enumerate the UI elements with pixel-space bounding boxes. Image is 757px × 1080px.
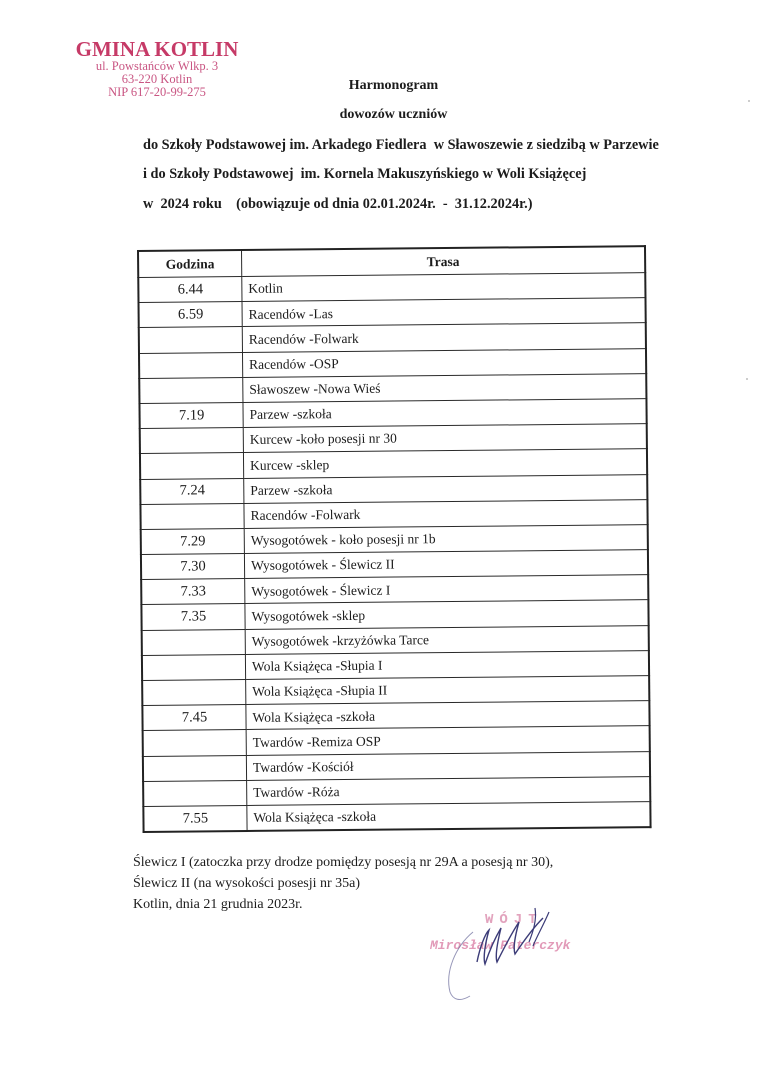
column-header-time: Godzina (138, 250, 242, 277)
note-slewicz-1: Ślewicz I (zatoczka przy drodze pomiędzy posesją nr 29A a posesją nr 30), (133, 855, 554, 870)
place-and-date: Kotlin, dnia 21 grudnia 2023r. (133, 897, 303, 912)
schools-line-1: do Szkoły Podstawowej im. Arkadego Fiedlera w Sławoszewie z siedzibą w Parzewie (143, 137, 659, 153)
document-subtitle: dowozów uczniów (339, 107, 448, 122)
time-cell (140, 428, 244, 454)
time-cell: 7.19 (139, 402, 243, 428)
validity-line: w 2024 roku (obowiązuje od dnia 02.01.2024r. - 31.12.2024r.) (143, 196, 533, 212)
route-cell: Parzew -szkoła (243, 399, 647, 428)
document-title: Harmonogram (348, 78, 439, 93)
time-cell: 7.35 (141, 604, 245, 630)
route-cell: Racendów -Folwark (244, 499, 648, 528)
route-cell: Twardów -Róża (247, 776, 651, 805)
signature-name-stamp: Mirosław Paterczyk (430, 938, 571, 953)
signature-block (415, 892, 605, 1012)
handwritten-signature-icon (415, 892, 605, 1012)
scan-speck (748, 100, 750, 102)
route-cell: Wysogotówek -krzyżówka Tarce (245, 625, 649, 654)
route-cell: Twardów -Remiza OSP (246, 726, 650, 755)
route-cell: Wola Książęca -Słupia I (245, 650, 649, 679)
route-cell: Kotlin (242, 273, 646, 302)
route-cell: Wola Książęca -Słupia II (246, 676, 650, 705)
route-cell: Wysogotówek - Ślewicz I (245, 575, 649, 604)
time-cell: 7.33 (141, 579, 245, 605)
schedule-table (137, 245, 652, 833)
time-cell (139, 327, 243, 353)
schools-line-2: i do Szkoły Podstawowej im. Kornela Makuszyńskiego w Woli Książęcej (143, 166, 587, 182)
scan-speck (746, 378, 748, 380)
time-cell (142, 679, 246, 705)
time-cell: 7.45 (142, 705, 246, 731)
route-cell: Wysogotówek - koło posesji nr 1b (244, 524, 648, 553)
route-cell: Kurcew -koło posesji nr 30 (243, 424, 647, 453)
route-cell: Sławoszew -Nowa Wieś (243, 373, 647, 402)
route-cell: Wysogotówek - Ślewicz II (244, 550, 648, 579)
table-row (143, 802, 650, 833)
route-cell: Wola Książęca -szkoła (247, 802, 651, 832)
time-cell (139, 377, 243, 403)
time-cell: 7.29 (141, 528, 245, 554)
stamp-address: ul. Powstańców Wlkp. 3 (95, 59, 219, 74)
route-cell: Racendów -OSP (242, 348, 646, 377)
time-cell: 7.24 (140, 478, 244, 504)
stamp-nip: NIP 617-20-99-275 (108, 85, 206, 100)
route-cell: Wysogotówek -sklep (245, 600, 649, 629)
route-cell: Twardów -Kościół (246, 751, 650, 780)
schedule-body (138, 273, 650, 832)
time-cell: 7.30 (141, 554, 245, 580)
route-cell: Parzew -szkoła (244, 474, 648, 503)
route-cell: Racendów -Las (242, 298, 646, 327)
time-cell (143, 755, 247, 781)
time-cell (143, 780, 247, 806)
time-cell (140, 503, 244, 529)
signature-title-stamp: WÓJT (485, 912, 543, 928)
stamp-postal: 63-220 Kotlin (121, 72, 193, 87)
time-cell (143, 730, 247, 756)
route-cell: Wola Książęca -szkoła (246, 701, 650, 730)
time-cell (139, 352, 243, 378)
time-cell: 6.59 (139, 302, 243, 328)
time-cell (142, 629, 246, 655)
time-cell: 7.55 (143, 805, 247, 832)
route-cell: Racendów -Folwark (242, 323, 646, 352)
route-cell: Kurcew -sklep (243, 449, 647, 478)
column-header-route: Trasa (242, 246, 646, 276)
time-cell (140, 453, 244, 479)
stamp-name: GMINA KOTLIN (75, 37, 239, 61)
time-cell (142, 654, 246, 680)
note-slewicz-2: Ślewicz II (na wysokości posesji nr 35a) (133, 876, 361, 891)
time-cell: 6.44 (138, 276, 242, 302)
